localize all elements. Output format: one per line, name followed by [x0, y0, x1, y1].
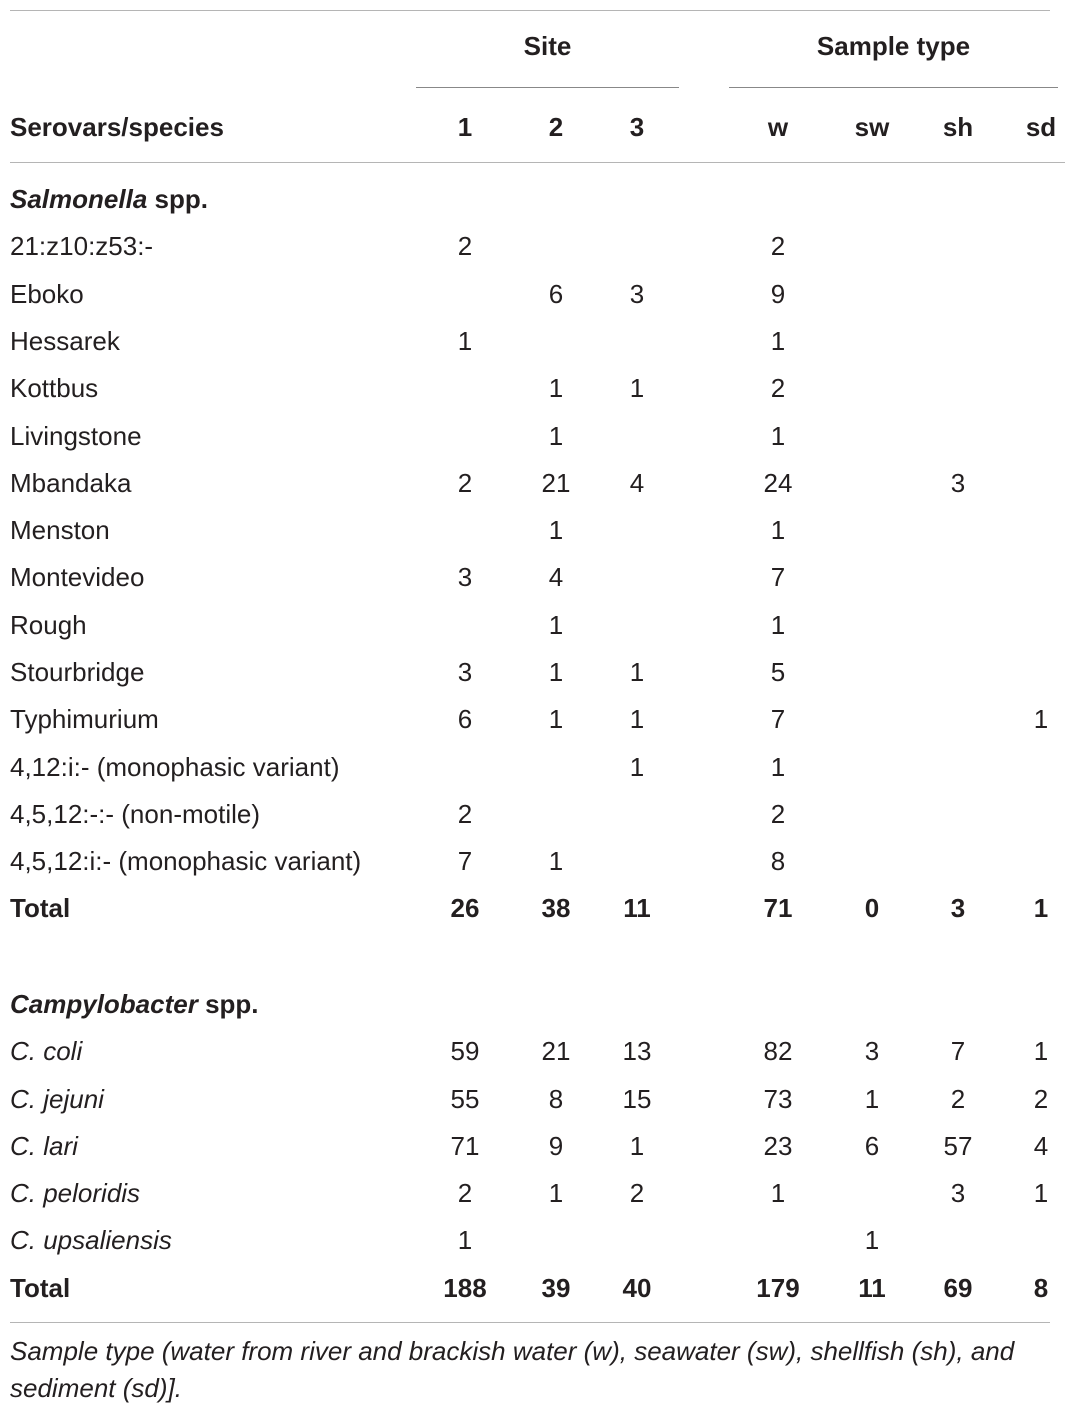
table-cell: 4	[629, 468, 645, 498]
row-name: C. jejuni	[10, 1084, 104, 1114]
table-cell: 1	[629, 752, 645, 782]
table-cell: 1	[457, 326, 473, 356]
column-header: w	[767, 112, 789, 142]
total-cell: 11	[858, 1273, 886, 1303]
table-cell: 2	[770, 799, 786, 829]
sample-type-group-header: Sample type	[816, 31, 971, 61]
total-cell: 8	[1033, 1273, 1049, 1303]
table-cell: 1	[548, 657, 564, 687]
table-cell: 1	[629, 657, 645, 687]
table-cell: 2	[457, 231, 473, 261]
table-cell: 2	[770, 373, 786, 403]
table-cell: 23	[763, 1131, 793, 1161]
table-cell: 1	[770, 752, 786, 782]
section-title-genus: Salmonella	[10, 184, 148, 214]
table-cell: 1	[548, 1178, 564, 1208]
table-cell: 3	[629, 279, 645, 309]
table-cell: 7	[950, 1036, 966, 1066]
table-cell: 7	[770, 704, 786, 734]
table-cell: 3	[950, 468, 966, 498]
table-cell: 1	[864, 1084, 880, 1114]
table-cell: 57	[943, 1131, 973, 1161]
total-cell: 38	[541, 893, 571, 923]
table-cell: 1	[770, 421, 786, 451]
table-cell: 1	[548, 373, 564, 403]
row-name: C. peloridis	[10, 1178, 141, 1208]
table-cell: 1	[548, 704, 564, 734]
table-cell: 4	[1033, 1131, 1049, 1161]
table-cell: 1	[629, 373, 645, 403]
table-cell: 21	[541, 468, 571, 498]
table-cell: 2	[629, 1178, 645, 1208]
table-cell: 1	[629, 1131, 645, 1161]
row-name: Typhimurium	[10, 704, 159, 734]
total-cell: 69	[943, 1273, 973, 1303]
bottom-rule	[10, 1322, 1050, 1323]
table-cell: 24	[763, 468, 793, 498]
row-name: C. upsaliensis	[10, 1225, 172, 1255]
total-row-label: Total	[10, 1273, 71, 1303]
table-cell: 13	[622, 1036, 652, 1066]
table-cell: 2	[770, 231, 786, 261]
column-header: sw	[854, 112, 890, 142]
table-cell: 2	[950, 1084, 966, 1114]
row-name: C. lari	[10, 1131, 78, 1161]
row-name: Eboko	[10, 279, 84, 309]
table-cell: 3	[864, 1036, 880, 1066]
total-cell: 71	[763, 893, 793, 923]
table-cell: 1	[770, 1178, 786, 1208]
row-name: Kottbus	[10, 373, 99, 403]
table-cell: 2	[1033, 1084, 1049, 1114]
table-cell: 9	[548, 1131, 564, 1161]
column-header: sh	[942, 112, 974, 142]
table-cell: 1	[864, 1225, 880, 1255]
sample-type-group-rule	[729, 87, 1058, 88]
header-bottom-rule	[10, 162, 1065, 163]
total-cell: 11	[623, 893, 651, 923]
column-header: 3	[629, 112, 645, 142]
total-row-label: Total	[10, 893, 71, 923]
table-footnote: Sample type (water from river and brackish water (w), seawater (sw), shellfish (sh), and sediment (sd)].	[10, 1336, 1015, 1403]
table-cell: 7	[457, 846, 473, 876]
table-cell: 3	[950, 1178, 966, 1208]
total-cell: 188	[443, 1273, 487, 1303]
total-cell: 26	[450, 893, 480, 923]
table-cell: 2	[457, 1178, 473, 1208]
row-name: 4,12:i:- (monophasic variant)	[10, 752, 340, 782]
total-cell: 0	[864, 893, 880, 923]
table-cell: 21	[541, 1036, 571, 1066]
row-name: 4,5,12:i:- (monophasic variant)	[10, 846, 362, 876]
row-name: Livingstone	[10, 421, 142, 451]
section-title-suffix: spp.	[197, 989, 259, 1019]
row-label-header: Serovars/species	[10, 112, 224, 142]
table-cell: 15	[622, 1084, 652, 1114]
table-cell: 1	[1033, 1178, 1049, 1208]
table-cell: 1	[770, 515, 786, 545]
table-cell: 59	[450, 1036, 480, 1066]
row-name: Rough	[10, 610, 87, 640]
table-cell: 7	[770, 562, 786, 592]
table-cell: 1	[629, 704, 645, 734]
top-rule	[10, 10, 1050, 11]
row-name: 21:z10:z53:-	[10, 231, 154, 261]
table-cell: 1	[548, 515, 564, 545]
table-cell: 8	[770, 846, 786, 876]
table-cell: 5	[770, 657, 786, 687]
row-name: C. coli	[10, 1036, 83, 1066]
total-cell: 179	[756, 1273, 800, 1303]
column-header: sd	[1025, 112, 1057, 142]
table-cell: 1	[1033, 704, 1049, 734]
table-cell: 9	[770, 279, 786, 309]
row-name: Menston	[10, 515, 110, 545]
section-title-suffix: spp.	[147, 184, 208, 214]
column-header: 1	[457, 112, 473, 142]
section-title	[10, 183, 208, 215]
row-name: 4,5,12:-:- (non-motile)	[10, 799, 260, 829]
table-cell: 1	[770, 326, 786, 356]
table-cell: 8	[548, 1084, 564, 1114]
column-header: 2	[548, 112, 564, 142]
table-cell: 1	[770, 610, 786, 640]
site-group-rule	[416, 87, 679, 88]
table-cell: 1	[548, 610, 564, 640]
row-name: Montevideo	[10, 562, 145, 592]
row-name: Mbandaka	[10, 468, 132, 498]
total-cell: 39	[541, 1273, 571, 1303]
table-cell: 3	[457, 562, 473, 592]
section-title	[10, 988, 259, 1020]
section-title-genus: Campylobacter	[10, 989, 198, 1019]
table-cell: 2	[457, 799, 473, 829]
table-cell: 3	[457, 657, 473, 687]
table-cell: 73	[763, 1084, 793, 1114]
table-cell: 1	[548, 846, 564, 876]
table-cell: 1	[548, 421, 564, 451]
total-cell: 3	[950, 893, 966, 923]
site-group-header: Site	[523, 31, 572, 61]
table-cell: 71	[450, 1131, 480, 1161]
table-cell: 55	[450, 1084, 480, 1114]
table-cell: 6	[457, 704, 473, 734]
table-cell: 6	[864, 1131, 880, 1161]
table-cell: 1	[457, 1225, 473, 1255]
total-cell: 1	[1033, 893, 1049, 923]
total-cell: 40	[622, 1273, 652, 1303]
table-cell: 82	[763, 1036, 793, 1066]
row-name: Stourbridge	[10, 657, 145, 687]
table-cell: 2	[457, 468, 473, 498]
table-cell: 1	[1033, 1036, 1049, 1066]
table-cell: 4	[548, 562, 564, 592]
table-cell: 6	[548, 279, 564, 309]
row-name: Hessarek	[10, 326, 120, 356]
